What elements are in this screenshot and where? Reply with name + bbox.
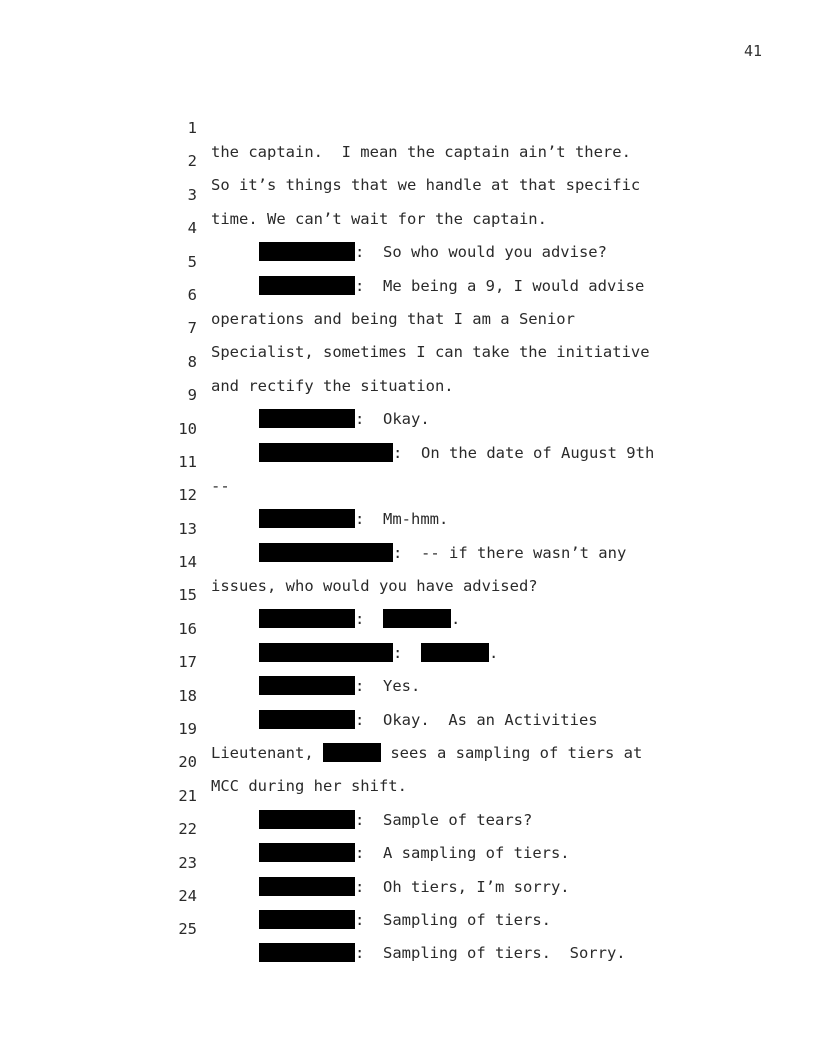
line-number: 18 [178,686,197,705]
transcript-line [0,426,816,495]
line-text: So it’s things that we handle at that specific [211,176,641,195]
line-number: 17 [178,653,197,672]
transcript-line [0,326,816,395]
line-text: MCC during her shift. [211,777,407,796]
speaker-colon: : [355,877,365,896]
speaker-colon: : [355,276,365,295]
speaker-colon: : [355,610,365,629]
line-text: the captain. I mean the captain ain’t there. [211,143,631,161]
speech-text: Sample of tears? [364,810,533,829]
line-number: 13 [178,519,197,538]
speech-text: Me being a 9, I would advise [364,276,645,295]
line-text: issues, who would you have advised? [211,577,538,596]
line-number: 9 [187,386,197,405]
line-number: 21 [178,786,197,805]
speech-text: -- if there wasn’t any [402,543,627,562]
line-number: 20 [178,753,197,772]
transcript-line [0,593,816,662]
transcript-line [0,760,816,829]
speech-text: A sampling of tiers. [364,844,570,863]
line-number: 10 [178,419,197,438]
line-text: operations and being that I am a Senior [211,309,575,328]
speaker-colon: : [355,844,365,863]
speaker-colon: : [393,543,403,562]
speaker-colon: : [355,810,365,829]
speech-text: Oh tiers, I’m sorry. [364,877,570,896]
line-text: and rectify the situation. [211,376,454,395]
transcript-line [0,92,816,161]
speech-text: Okay. As an Activities [364,710,598,729]
transcript-line [0,860,816,929]
line-number: 15 [178,586,197,605]
speech-text: Sampling of tiers. Sorry. [364,944,626,963]
transcript-body [0,92,816,963]
line-text: -- [211,476,230,495]
transcript-line [0,493,816,562]
line-number: 24 [178,886,197,905]
line-number: 22 [178,820,197,839]
speaker-colon: : [355,944,365,963]
line-number: 7 [187,319,197,338]
page-number: 41 [743,42,762,60]
line-number: 14 [178,553,197,572]
transcript-line [0,292,816,362]
line-number: 3 [187,185,197,204]
line-text: time. We can’t wait for the captain. [211,209,547,228]
speaker-line [259,941,626,965]
speech-text: Yes. [364,677,421,696]
speaker-colon: : [355,243,365,262]
line-number: 25 [178,920,197,939]
speech-text: . [489,643,499,662]
speech-text: Mm-hmm. [364,510,449,529]
transcript-line [0,660,816,729]
line-number: 12 [178,486,197,505]
speech-text: . [451,610,461,629]
line-number: 6 [187,285,197,304]
transcript-line [0,192,816,262]
transcript-line [0,893,816,963]
speaker-colon: : [355,710,365,729]
speech-text: On the date of August 9th [402,443,655,462]
speaker-colon: : [355,910,365,929]
speaker-colon: : [355,677,365,696]
transcript-line [0,259,816,328]
redaction-bar [259,943,355,962]
line-number: 16 [178,619,197,638]
line-number: 1 [187,119,197,137]
speech-text: So who would you advise? [364,243,607,262]
line-number: 5 [187,252,197,271]
line-number: 2 [187,152,197,171]
line-number: 11 [178,452,197,471]
speaker-colon: : [393,643,403,662]
transcript-line [0,226,816,295]
line-number: 23 [178,853,197,872]
line-number: 19 [178,720,197,739]
line-number: 8 [187,352,197,371]
line-text: Specialist, sometimes I can take the initiative [211,343,650,362]
speaker-colon: : [355,510,365,529]
text-after-redaction: sees a sampling of tiers at [380,744,643,763]
speaker-colon: : [393,443,403,462]
text-before-redaction: Lieutenant, [211,744,323,763]
speech-text: Okay. [364,410,430,429]
transcript-line [0,125,816,195]
speech-text: Sampling of tiers. [364,910,551,929]
speaker-colon: : [355,410,365,429]
line-number: 4 [187,219,197,238]
transcript-line [0,159,816,228]
